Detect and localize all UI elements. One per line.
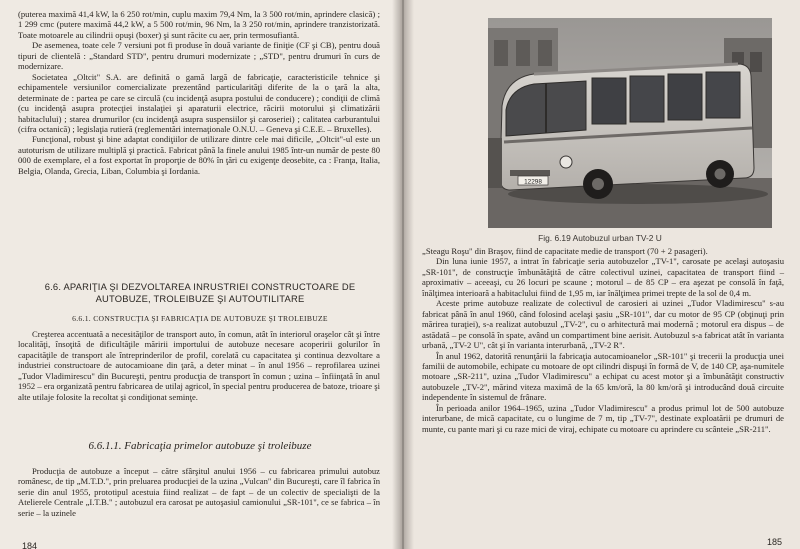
left-bottom-text [18,466,380,518]
paragraph: Din luna iunie 1957, a intrat în fabricaţie seria autobuzelor „TV-1", carosate pe acelaşi autoşasiu „SR-101", de construcţie îmbunătăţită de către colectivul uzinei, capacitatea de transport fiind – aproximativ – aceeaşi, cu 26 locuri pe scaune ; motorul – de 85 CP – era aşezat pe consolă în faţă, înălţimea interioară a habitaclului fiind de 1,95 m, iar înălţimea primei trepte de la sol de 0,4 m. [422,256,784,298]
paragraph: În anul 1962, datorită renunţării la fabricaţia autocamioanelor „SR-101" şi trecerii la producţia unei familii de automobile, echipate cu motoare de opt cilindri dispuşi în formă de V, de 140 CP, aşa-numitele motoare „SR-211", uzina „Tudor Vladimirescu" a echipat cu acest motor şi a îmbunătăţit constructiv autobuzele „TV-2", mărind viteza maximă de la 65 km/oră, la 80 km/oră şi introducând două circuite independente în sistemul de frânare. [422,350,784,403]
bus-illustration [488,18,772,228]
license-plate-text: 12298 [524,178,542,186]
paragraph: Producţia de autobuze a început – către sfârşitul anului 1956 – cu fabricarea primului autobuz românesc, de tip „M.T.D.", prin preluarea producţiei de la uzina „Vulcan" din Bucureşti, care îl fabrica în serie din anul 1955, prototipul acestuia fiind realizat – de fapt – de un colectiv de specialişti de la Atelierele Centrale „I.T.B." ; autobuzul era carosat pe autoşasiul camionului „SR-101", ce se fabrica – în serie – la uzinele [18,466,380,518]
paragraph: Societatea „Oltcit" S.A. are definită o gamă largă de fabricaţie, caracteristicile tehnice şi echipamentele versiunilor comercializate prezentând particularităţi diferite de la o ţară la alta, determinate de : partea pe care se circulă (cu incidenţă asupra postului de conducere) ; condiţii de climă (cu incidenţă asupra protecţiei instalaţiei şi aparaturii electrice, răcirii motorului şi climatizării habitaclului) ; starea drumurilor (cu incidenţă asupra suspensiilor şi caroseriei) ; calitatea carburantului (cifra octanică) ; legislaţia rutieră (reglementări internaţionale O.N.U. – Geneva şi C.E.E. – Bruxelles). [18,71,380,134]
book-gutter [392,0,414,549]
subsection-heading-6-6-1-1: 6.6.1.1. Fabricaţia primelor autobuze şi troleibuze [88,440,312,452]
page-number-left: 184 [22,541,38,549]
paragraph: Funcţional, robust şi bine adaptat condiţiilor de utilizare dintre cele mai dificile, „Oltcit"-ul este un autoturism de utilizare multiplă şi practică. Fabricat până la finele anului 1985 într-un număr de peste 80 000 de exemplare, el a fost exportat în proporţie de 80% în ţări cu exigenţe deosebite, ca : Franţa, Italia, Belgia, Olanda, Grecia, Liban, Columbia şi Iordania. [18,134,380,176]
paragraph: „Steagu Roşu" din Braşov, fiind de capacitate medie de transport (70 + 2 pasageri). [422,246,708,256]
figure-caption: Fig. 6.19 Autobuzul urban TV-2 U [538,233,662,243]
bus-photo [488,18,772,228]
paragraph: Creşterea accentuată a necesităţilor de transport auto, în comun, atât în interiorul oraşelor cât şi între localităţi, însoţită de dificultăţile măririi importului de autobuze necesare acoperirii golurilor în capacităţile de transport ale întreprinderilor de profil, corelată cu capacitatea şi continua dezvoltare a industriei constructoare de autocamioane din ţară, a deter minat – în anul 1956 – reprofilarea uzinei „Tudor Vladimirescu" din Bucureşti, pentru producţia de transport în comun ; uzina – înfiinţată în anul 1952 – era organizată pentru fabricarea de utilaj agricol, în special pentru producerea de batoze, trioare şi alte utilaje folosite la recoltat şi condiţionat seminţe. [18,329,380,402]
left-middle-text [18,329,380,402]
paragraph: (puterea maximă 41,4 kW, la 6 250 rot/min, cuplu maxim 79,4 Nm, la 3 500 rot/min, aprindere clasică) ; 1 299 cmc (putere maximă 44,2 kW, a 5 500 rot/min, 96 Nm, la 3 250 rot/min, aprindere tranzistorizată. Toate motoarele au cilindrii opuşi (boxer) şi sunt răcite cu aer, prin termosufiantă. [18,9,380,40]
paragraph: Aceste prime autobuze realizate de colectivul de carosieri ai uzinei „Tudor Vladimirescu" s-au fabricat până în anul 1960, când folosind acelaşi şasiu „SR-101", dar cu motor de 95 CP (obţinuţi prin mărirea turaţiei), s-a realizat autobuzul „TV-2", cu o arhitectură mai modernă ; motorul era dispus – de astădată – pe consolă în spate, având un compartiment bine aerisit. Autobuzul s-a fabricat atât în varianta urbană, „TV-2 U", cât şi în varianta interurbană, „TV-2 R". [422,298,784,351]
section-heading-6-6: 6.6. APARIŢIA ŞI DEZVOLTAREA INRUSTRIEI CONSTRUCTOARE DE AUTOBUZE, TROLEIBUZE ŞI AUTOUTILITARE [44,281,356,304]
subsection-heading-6-6-1: 6.6.1. CONSTRUCŢIA ŞI FABRICAŢIA DE AUTOBUZE ŞI TROLEIBUZE [72,314,328,323]
page-number-right: 185 [767,537,783,547]
right-body-text [422,246,784,434]
paragraph: De asemenea, toate cele 7 versiuni pot fi produse în două variante de finiţie (CF şi CB), pentru două tipuri de clientelă : „Standard STD", pentru drumuri modernizate ; „STD", pentru drumuri în curs de modernizare. [18,40,380,72]
left-top-text [18,9,380,176]
paragraph: În perioada anilor 1964–1965, uzina „Tudor Vladimirescu" a produs primul lot de 500 autobuze interurbane, de mică capacitate, cu o lungime de 7 m, tip „TV-7", destinate exploatării pe drumuri de munte, cu pante mari şi cu raze mici de viraj, echipate cu motoare cu aprindere cu scânteie „SR-211". [422,402,784,434]
